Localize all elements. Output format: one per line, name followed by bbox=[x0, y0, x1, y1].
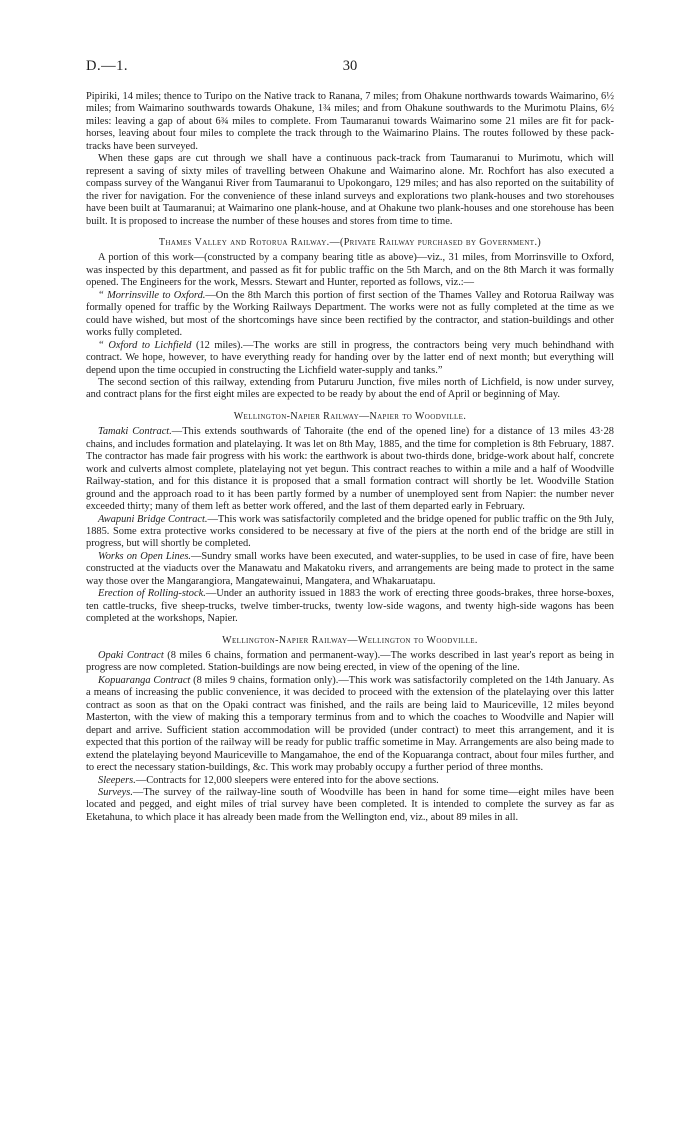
paragraph: Sleepers.—Contracts for 12,000 sleepers were entered into for the above sections. bbox=[98, 774, 439, 786]
section-heading: Thames Valley and Rotorua Railway.—(Private Railway purchased by Government.) bbox=[158, 236, 542, 248]
paragraph: Pipiriki, 14 miles; thence to Turipo on the Native track to Ranana, 7 miles; from Ohakune northwards towards Waimarino, 6½ miles; from Waimarino southwards towards Ohakune, 1¾ miles; and from Ohakune southwards to the Murimotu Plains, 6½ miles: leaving a gap of about 6¾ miles to complete. From Taumaranui towards Waimarino some 21 miles are fit for pack-horses, leaving about four miles to complete the track through to the Waimarino Plains. The routes followed by these pack-tracks have been surveyed. bbox=[86, 91, 614, 152]
paragraph: Tamaki Contract.—This extends southwards of Tahoraite (the end of the opened line) for a distance of 13 miles 43·28 chains, and includes formation and platelaying. It was let on 8th May, 1885, and the time for completion is 8th February, 1887. The contractor has made fair progress with his work: the earthwork is about two-thirds done, bridge-work about half, concrete work and culverts almost complete, platelaying not yet begun. This contract reaches to within a mile and a half of Woodville Railway-station, and for this distance it is proposed that a small formation contract will shortly be let. Woodville Station ground and the approach road to it has been partly formed by a number of unemployed sent from Napier: the number never exceeded thirty; many of them left as better work offered, and the last of them departed early in February. bbox=[86, 426, 614, 513]
document-reference: D.—1. bbox=[86, 58, 128, 74]
paragraph: Kopuaranga Contract (8 miles 9 chains, formation only).—This work was satisfactorily completed on the 14th January. As a means of increasing the public convenience, it was decided to proceed with the extension of the platelaying over this latter contract as soon as that on the Opaki contract was finished, and the rails are being laid to Mauriceville, 12 miles beyond Masterton, with the view of making this a temporary terminus from and to which the coaches to Woodville and Napier will depart and arrive. Sufficient station accommodation will be provided (under contract) to meet this arrangement, and it is expected that this portion of the railway will be ready for public traffic sometime in May. Arrangements are also being made to extend the platelaying beyond Mauriceville to Mangamahoe, the end of the Kopuaranga contract, about four miles further, and to erect the necessary station-buildings, &c. This work may probably occupy a further period of three months. bbox=[86, 674, 614, 774]
paragraph-lead: Works on Open Lines. bbox=[98, 550, 192, 562]
page-number: 30 bbox=[342, 58, 358, 74]
paragraph: Surveys.—The survey of the railway-line south of Woodville has been in hand for some time—eight miles have been located and pegged, and eight miles of trial survey have been completed. It is intended to complete the survey as far as Eketahuna, to which place it has already been made from the Wellington end, viz., about 89 miles in all. bbox=[86, 787, 614, 823]
paragraph-lead: “ Morrinsville to Oxford. bbox=[98, 289, 206, 301]
paragraph-lead: Surveys. bbox=[98, 787, 133, 799]
paragraph-lead: Kopuaranga Contract bbox=[98, 674, 191, 686]
paragraph-lead: Tamaki Contract. bbox=[98, 426, 172, 438]
paragraph: “ Morrinsville to Oxford.—On the 8th March this portion of first section of the Thames Valley and Rotorua Railway was formally opened for traffic by the Working Railways Department. The works were not as fully completed at the time as we could have wished, but most of the shortcomings have since been rectified by the contractor, and station-buildings and other works fully completed. bbox=[86, 289, 614, 339]
paragraph: The second section of this railway, extending from Putaruru Junction, five miles north of Lichfield, is now under survey, and contract plans for the first eight miles are expected to be ready by about the end of April or beginning of May. bbox=[86, 376, 614, 401]
paragraph: Erection of Rolling-stock.—Under an authority issued in 1883 the work of erecting three goods-brakes, three horse-boxes, ten cattle-trucks, five sheep-trucks, twelve timber-trucks, twenty low-side wagons, and twenty high-side wagons has been completed at the workshops, Napier. bbox=[86, 588, 614, 625]
paragraph: A portion of this work—(constructed by a company bearing title as above)—viz., 31 miles, from Morrinsville to Oxford, was inspected by this department, and passed as fit for public traffic on the 5th March, and on the 8th March it was formally opened. The Engineers for the work, Messrs. Stewart and Hunter, reported as follows, viz.:— bbox=[86, 252, 614, 289]
section-heading: Wellington-Napier Railway—Napier to Woodville. bbox=[233, 410, 467, 422]
paragraph-lead: Sleepers. bbox=[98, 774, 136, 786]
paragraph: Works on Open Lines.—Sundry small works have been executed, and water-supplies, to be used in case of fire, have been constructed at the viaducts over the Manawatu and Makatoku rivers, and arrangements are being made to protect in the same way those over the Mangarangiora, Mangatewainui, Mangatera, and Whakaruatapu. bbox=[86, 550, 614, 587]
paragraph-lead: Erection of Rolling-stock. bbox=[98, 588, 206, 600]
paragraph-lead: “ Oxford to Lichfield bbox=[98, 339, 192, 351]
paragraph: When these gaps are cut through we shall have a continuous pack-track from Taumaranui to Murimotu, which will represent a saving of sixty miles of travelling between Ohakune and Waimarino alone. Mr. Rochfort has also executed a compass survey of the Wanganui River from Taumaranui to Upokongaro, 129 miles; and has also reported on the suitability of the river for navigation. For the convenience of these inland surveys and explorations two plank-houses and two storehouses have been built at Taumaranui; at Waimarino one plank-house, and at Ohakune two plank-houses and one storehouse has been built. It is proposed to increase the number of these houses and stores from time to time. bbox=[86, 153, 614, 227]
page-header bbox=[86, 60, 614, 80]
paragraph: Awapuni Bridge Contract.—This work was satisfactorily completed and the bridge opened for public traffic on the 9th July, 1885. Some extra protective works considered to be necessary at five of the piers at the north end of the bridge are still in progress, but will shortly be completed. bbox=[86, 513, 614, 550]
paragraph: Opaki Contract (8 miles 6 chains, formation and permanent-way).—The works described in last year's report as being in progress are now completed. Station-buildings are now being erected, in view of the opening of the line. bbox=[86, 650, 615, 674]
paragraph-lead: Awapuni Bridge Contract. bbox=[98, 513, 208, 525]
paragraph-lead: Opaki Contract bbox=[98, 650, 164, 662]
section-heading: Wellington-Napier Railway—Wellington to Woodville. bbox=[222, 634, 478, 646]
paragraph: “ Oxford to Lichfield (12 miles).—The works are still in progress, the contractors being very much behindhand with contract. We hope, however, to have everything ready for handing over by the latter end of next month; but everything will depend upon the time occupied in constructing the Lichfield water-supply and tanks.” bbox=[86, 339, 614, 376]
